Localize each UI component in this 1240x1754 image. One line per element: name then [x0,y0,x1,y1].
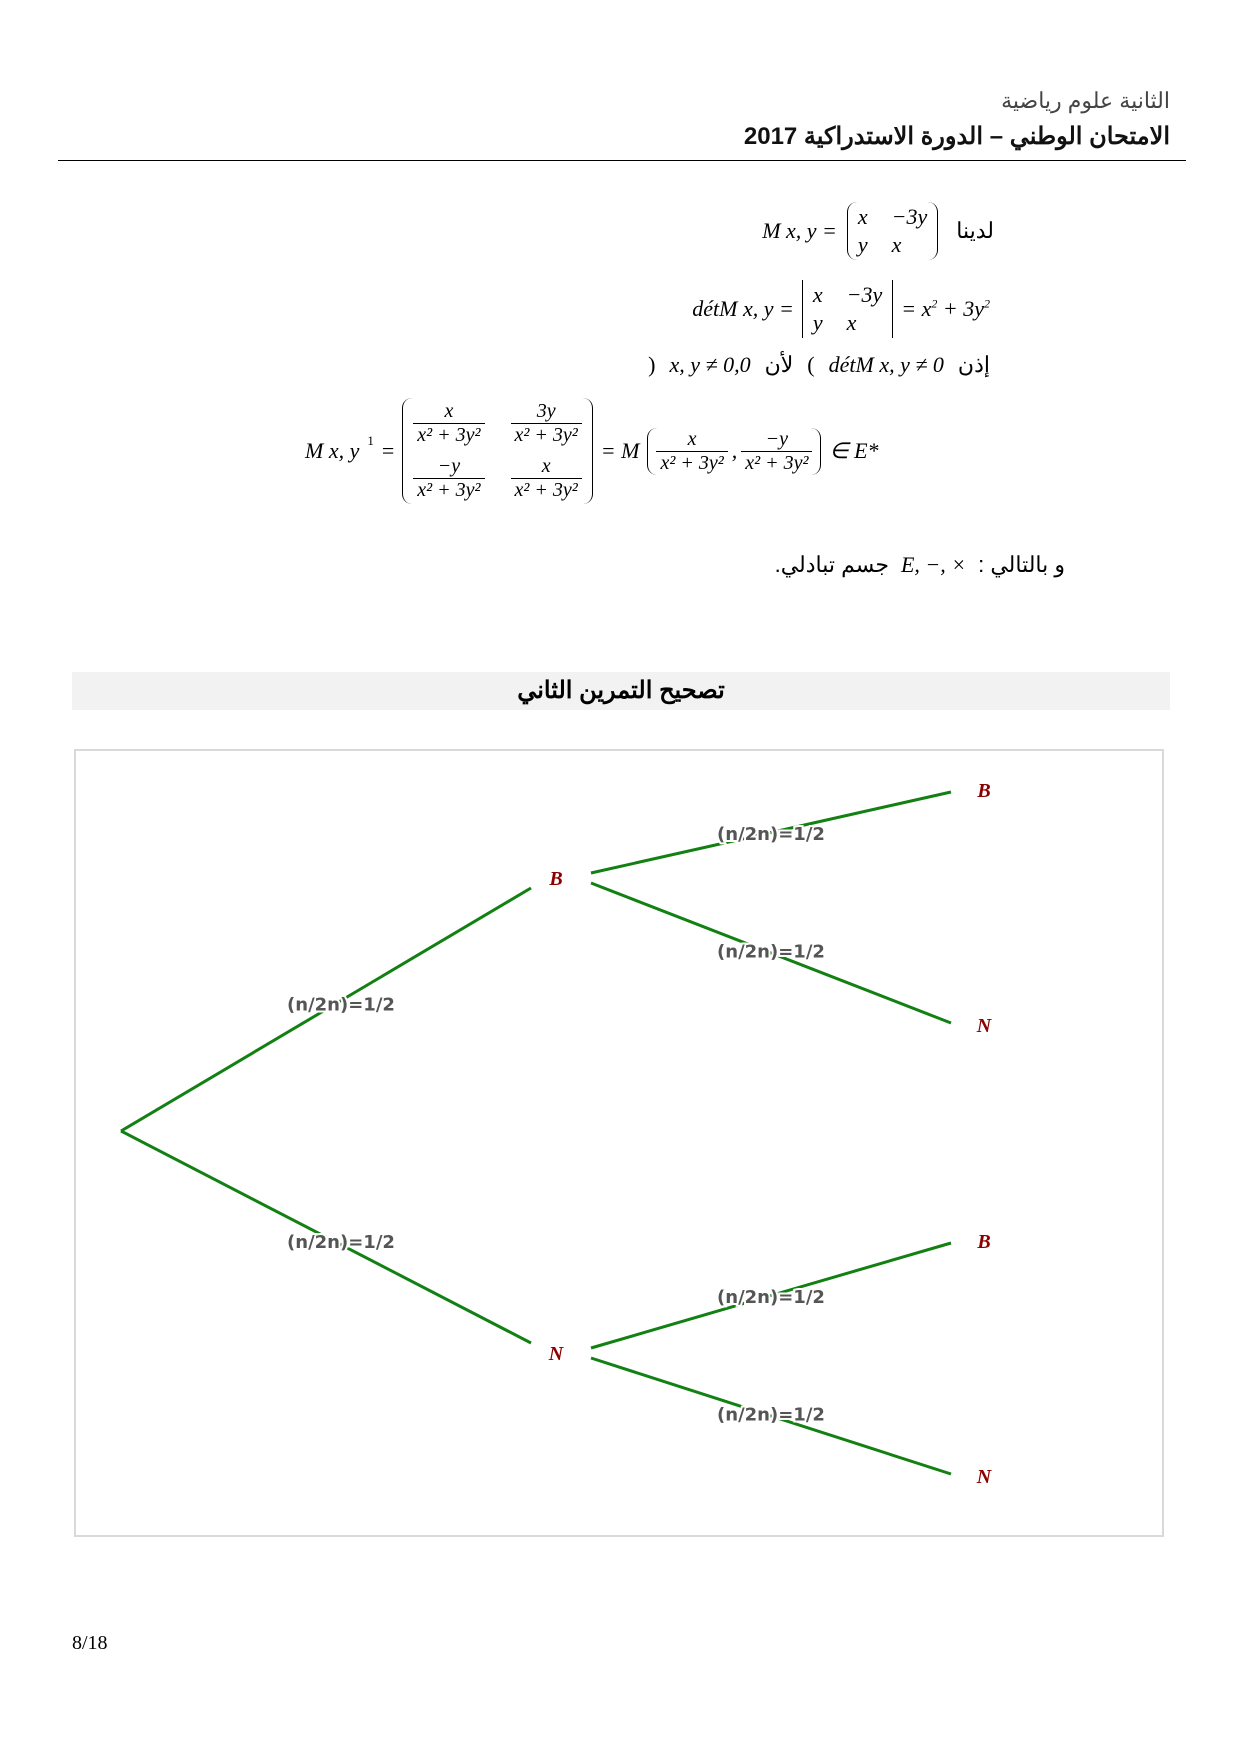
conclusion-line [775,552,1065,578]
denominator: x² + 3y² [656,451,727,475]
matrix-cell: x [846,310,857,335]
probability-tree [74,749,1164,1537]
det-result-3y: + 3y [937,296,984,321]
belongs-E-star: ∈ E* [829,438,879,463]
branch-probability-label: (n/2n)=1/2 [287,1232,395,1253]
matrix-cell: x [857,204,868,229]
fraction [413,455,484,502]
numerator: 3y [536,400,556,422]
matrix-cell: −3y [891,204,928,229]
xy-nonzero: x, y ≠ 0,0 [669,352,751,377]
tree-node-label: N [976,1015,992,1037]
tree-node-label: B [977,780,991,802]
denominator: x² + 3y² [511,423,582,447]
numerator: x [687,427,697,450]
fraction [656,428,727,475]
tree-node-label: B [549,868,563,890]
det-result-x: = x [901,296,932,321]
inverse-exponent: 1 [367,433,374,448]
branch-probability-label: (n/2n)=1/2 [717,1404,825,1426]
tree-node-label: N [976,1466,992,1488]
label-we-have: لدينا [956,218,994,243]
label-conclusion: و بالتالي : [978,552,1065,577]
section-title: تصحيح التمرين الثاني [517,677,725,704]
numerator: −y [437,455,461,477]
tree-labels [287,780,993,1488]
M-arguments [647,428,821,475]
matrix-cell: x [812,282,823,307]
det-nonzero: détM x, y ≠ 0 [828,352,944,377]
inverse-line [305,398,879,504]
section-header [72,672,1170,710]
matrix-cell: −3y [846,282,883,307]
equals-M: = M [600,438,640,463]
numerator: x [444,400,454,422]
denominator: x² + 3y² [413,478,484,502]
comma: , [731,438,738,463]
exponent: 2 [931,296,938,311]
fraction [413,400,484,447]
denominator: x² + 3y² [511,478,582,502]
matrix-definition [762,202,994,260]
tree-node-label: N [548,1343,564,1365]
fraction [741,428,812,475]
numerator: x [541,455,551,477]
paren-open: ( [648,352,656,377]
paren-close: ) [807,352,815,377]
branch-probability-label: (n/2n)=1/2 [717,941,825,963]
label-because: لأن [764,352,794,377]
matrix-M [847,202,938,260]
header-exam-title: الامتحان الوطني – الدورة الاستدراكية 2017 [743,123,1170,150]
header-subject: الثانية علوم رياضية [1001,88,1170,113]
matrix-cell: y [812,310,823,335]
inverse-matrix [402,398,593,504]
denominator: x² + 3y² [413,423,484,447]
determinant-line [692,280,990,338]
branch-probability-label: (n/2n)=1/2 [717,824,825,845]
det-lhs: détM x, y = [692,296,794,321]
label-therefore: إذن [957,352,990,377]
equals-sign: = [381,438,395,463]
fraction [511,400,582,447]
page-number: 8/18 [72,1632,108,1654]
matrix-lhs: M x, y = [762,218,837,243]
numerator: −y [765,427,789,450]
label-commutative-field: جسم تبادلي. [774,552,889,577]
matrix-cell: x [891,232,902,257]
tree-node-label: B [977,1231,991,1253]
tree-svg [76,751,1162,1535]
matrix-cell: y [857,232,868,257]
determinant-M [802,280,893,338]
field-structure: E, −, × [900,552,967,577]
det-result [901,296,990,322]
exponent: 2 [984,296,990,311]
inverse-lhs: M x, y [305,438,360,463]
nonzero-det-line [648,352,990,378]
header-rule [58,160,1186,161]
branch-probability-label: (n/2n)=1/2 [287,994,395,1016]
fraction [511,455,582,502]
denominator: x² + 3y² [741,451,812,475]
tree-branches [121,792,951,1474]
branch-probability-label: (n/2n)=1/2 [717,1287,825,1308]
